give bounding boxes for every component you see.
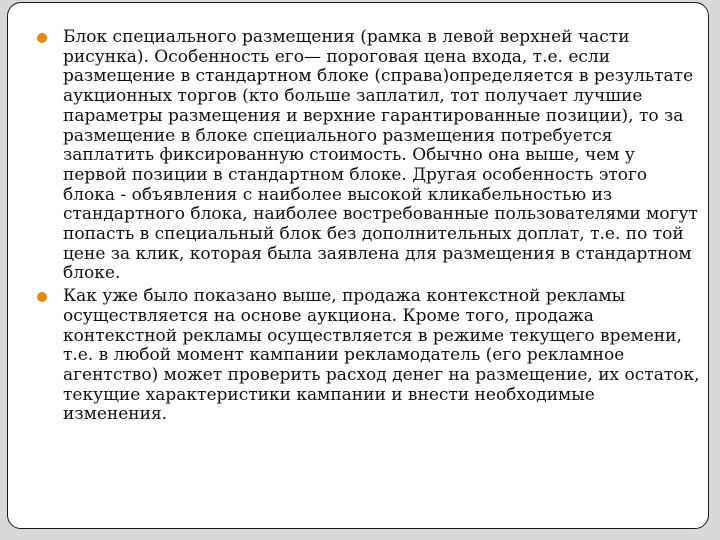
bullet-dot-icon (37, 33, 47, 43)
bullet-item-special-placement (33, 28, 701, 284)
bullet-dot-icon (37, 292, 47, 302)
bullet-list (33, 28, 701, 428)
slide-panel (7, 2, 709, 529)
bullet-item-auction (33, 287, 701, 425)
bullet-text: Блок специального размещения (рамка в левой верхней части рисунка). Особенность его— пороговая цена входа, т.е. если размещение в стандартном блоке (справа)определяется в результате аукционных торгов (кто больше заплатил, тот получает лучшие параметры размещения и верхние гарантированные позиции), то за размещение в блоке специального размещения потребуется заплатить фиксированную стоимость. Обычно она выше, чем у первой позиции в стандартном блоке. Другая особенность этого блока - объявления с наиболее высокой кликабельностью из стандартного блока, наиболее востребованные пользователями могут попасть в специальный блок без дополнительных доплат, т.е. по той цене за клик, которая была заявлена для размещения в стандартном блоке. (63, 27, 698, 284)
bullet-text: Как уже было показано выше, продажа контекстной рекламы осуществляется на основе аукциона. Кроме того, продажа контекстной рекламы осуществляется в режиме текущего времени, т.е. в любой момент кампании рекламодатель (его рекламное агентство) может проверить расход денег на размещение, их остаток, текущие характеристики кампании и внести необходимые изменения. (63, 286, 700, 425)
